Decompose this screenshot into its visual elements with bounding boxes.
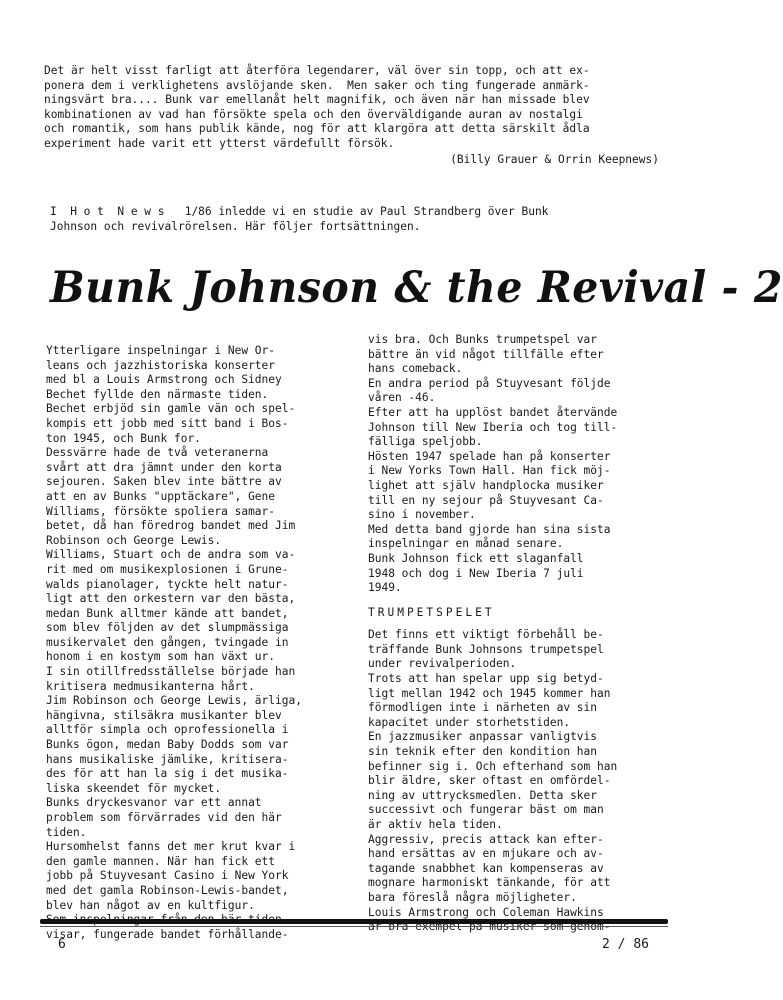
article-line: des för att han la sig i det musika- (46, 767, 289, 781)
intro-line: ponera dem i verklighetens avslöjande sken. Men saker och ting fungerade anmärk- (44, 78, 590, 92)
right-column-part-2 (368, 628, 668, 934)
article-line: Bunks ögon, medan Baby Dodds som var (46, 738, 289, 752)
article-line: att en av Bunks "upptäckare", Gene (46, 489, 276, 503)
article-line: våren -46. (368, 391, 436, 405)
article-line: Det finns ett viktigt förbehåll be- (368, 628, 604, 642)
article-line: 1949. (368, 581, 402, 595)
article-line: successivt och fungerar bäst om man (368, 803, 604, 817)
article-line: Williams, försökte spoliera samar- (46, 504, 276, 518)
hot-news-line: Johnson och revivalrörelsen. Här följer fortsättningen. (50, 219, 421, 233)
footer-rule (40, 919, 668, 924)
intro-quote (44, 64, 664, 152)
article-line: sin teknik efter den kondition han (368, 745, 598, 759)
article-line: vis bra. Och Bunks trumpetspel var (368, 333, 598, 346)
article-line: Bechet erbjöd sin gamle vän och spel- (46, 402, 296, 416)
quote-credit: (Billy Grauer & Orrin Keepnews) (450, 153, 659, 166)
article-line: inspelningar en månad senare. (368, 537, 564, 551)
article-line: Bunks dryckesvanor var ett annat (46, 796, 262, 810)
article-line: jobb på Stuyvesant Casino i New York (46, 869, 289, 883)
article-line: Dessvärre hade de två veteranerna (46, 446, 269, 460)
article-line: lighet att själv handplocka musiker (368, 478, 604, 492)
article-line: hans comeback. (368, 362, 463, 376)
intro-line: och romantik, som hans publik kände, nog för att klargöra att detta särskilt ådla (44, 122, 590, 136)
article-line: Trots att han spelar upp sig betyd- (368, 672, 604, 686)
article-line: tiden. (46, 825, 87, 839)
article-line: Louis Armstrong och Coleman Hawkins (368, 905, 604, 919)
left-column (46, 344, 346, 942)
article-line: i New Yorks Town Hall. Han fick möj- (368, 464, 611, 478)
article-line: bara föreslå några möjligheter. (368, 890, 577, 904)
right-column-part-1 (368, 333, 668, 596)
article-line: Ytterligare inspelningar i New Or- (46, 344, 276, 357)
article-line: blev han något av en kultfigur. (46, 898, 255, 912)
article-line: mognare harmoniskt tänkande, för att (368, 876, 611, 890)
article-line: befinner sig i. Och efterhand som han (368, 759, 618, 773)
intro-line: Det är helt visst farligt att återföra legendarer, väl över sin topp, och att ex- (44, 64, 590, 77)
article-line: förmodligen inte i närheten av sin (368, 701, 598, 715)
article-line: honom i en kostym som han växt ur. (46, 650, 276, 664)
article-line: ligt mellan 1942 och 1945 kommer han (368, 686, 611, 700)
article-line: Hösten 1947 spelade han på konserter (368, 449, 611, 463)
footer-rule-thin (40, 926, 668, 927)
article-line: med bl a Louis Armstrong och Sidney (46, 373, 282, 387)
article-line: fälliga speljobb. (368, 435, 483, 449)
article-line: Robinson och George Lewis. (46, 533, 222, 547)
intro-line: experiment hade varit ett ytterst värdefullt försök. (44, 136, 395, 150)
article-line: Williams, Stuart och de andra som va- (46, 548, 296, 562)
article-line: med det gamla Robinson-Lewis-bandet, (46, 883, 289, 897)
article-line: som blev följden av det slumpmässiga (46, 621, 289, 635)
article-line: ton 1945, och Bunk for. (46, 431, 201, 445)
article-line: kapacitet under storhetstiden. (368, 715, 571, 729)
article-line: är aktiv hela tiden. (368, 818, 503, 831)
intro-line: ningsvärt bra.... Bunk var emellanåt helt magnifik, och även när han missade blev (44, 93, 590, 107)
article-line: leans och jazzhistoriska konserter (46, 358, 276, 372)
article-line: hans musikaliske jämlike, kritisera- (46, 752, 289, 766)
article-line: visar, fungerade bandet förhållande- (46, 927, 289, 941)
article-line: medan Bunk alltmer kände att bandet, (46, 606, 289, 620)
article-title: Bunk Johnson & the Revival - 2 (50, 262, 783, 313)
article-line: En jazzmusiker anpassar vanligtvis (368, 730, 598, 744)
article-line: alltför simpla och oprofessionella i (46, 723, 289, 737)
article-line: En andra period på Stuyvesant följde (368, 376, 611, 390)
article-line: Med detta band gjorde han sina sista (368, 522, 611, 536)
article-line: till en ny sejour på Stuyvesant Ca- (368, 493, 604, 507)
article-line: 1948 och dog i New Iberia 7 juli (368, 566, 584, 580)
article-line: betet, då han föredrog bandet med Jim (46, 519, 296, 533)
hot-news-note (50, 205, 650, 234)
article-line: Johnson till New Iberia och tog till- (368, 420, 618, 434)
article-line: musikervalet den gången, tvingade in (46, 635, 289, 649)
page-number: 6 (58, 937, 66, 952)
article-line: problem som förvärrades vid den här (46, 811, 282, 824)
article-line: blir äldre, sker oftast en omfördel- (368, 774, 611, 788)
intro-line: kombinationen av vad han försökte spela och den överväldigande auran av nostalgi (44, 107, 583, 121)
article-line: Aggressiv, precis attack kan efter- (368, 832, 604, 846)
article-line: hängivna, stilsäkra musikanter blev (46, 708, 282, 722)
issue-number: 2 / 86 (602, 937, 649, 952)
article-line: I sin otillfredsställelse började han (46, 665, 296, 679)
article-line: kompis ett jobb med sitt band i Bos- (46, 416, 289, 430)
article-line: Bunk Johnson fick ett slaganfall (368, 551, 584, 565)
section-heading-trumpetspelet: TRUMPETSPELET (368, 605, 495, 619)
hot-news-line: I H o t N e w s 1/86 inledde vi en studie av Paul Strandberg över Bunk (50, 205, 549, 218)
article-line: Jim Robinson och George Lewis, ärliga, (46, 694, 302, 708)
article-line: bättre än vid något tillfälle efter (368, 347, 604, 361)
article-line: ligt att den orkestern var den bästa, (46, 592, 296, 606)
article-line: walds pianolager, tyckte helt natur- (46, 577, 289, 591)
right-column (368, 333, 668, 935)
article-line: svårt att dra jämnt under den korta (46, 460, 282, 474)
article-line: kritisera medmusikanterna hårt. (46, 679, 255, 693)
article-line: träffande Bunk Johnsons trumpetspel (368, 642, 604, 656)
article-line: Efter att ha upplöst bandet återvände (368, 405, 618, 419)
article-line: Hursomhelst fanns det mer krut kvar i (46, 840, 296, 854)
article-line: under revivalperioden. (368, 657, 517, 671)
article-line: sejouren. Saken blev inte bättre av (46, 475, 282, 489)
article-line: rit med om musikexplosionen i Grune- (46, 562, 289, 576)
article-line: hand ersättas av en mjukare och av- (368, 847, 604, 861)
article-line: sino i november. (368, 508, 476, 522)
article-line: tagande snabbhet kan kompenseras av (368, 861, 604, 875)
article-line: liska skeendet för mycket. (46, 781, 222, 795)
article-line: Bechet fyllde den närmaste tiden. (46, 387, 269, 401)
article-line: den gamle mannen. När han fick ett (46, 854, 276, 868)
article-line: ning av uttrycksmedlen. Detta sker (368, 788, 598, 802)
